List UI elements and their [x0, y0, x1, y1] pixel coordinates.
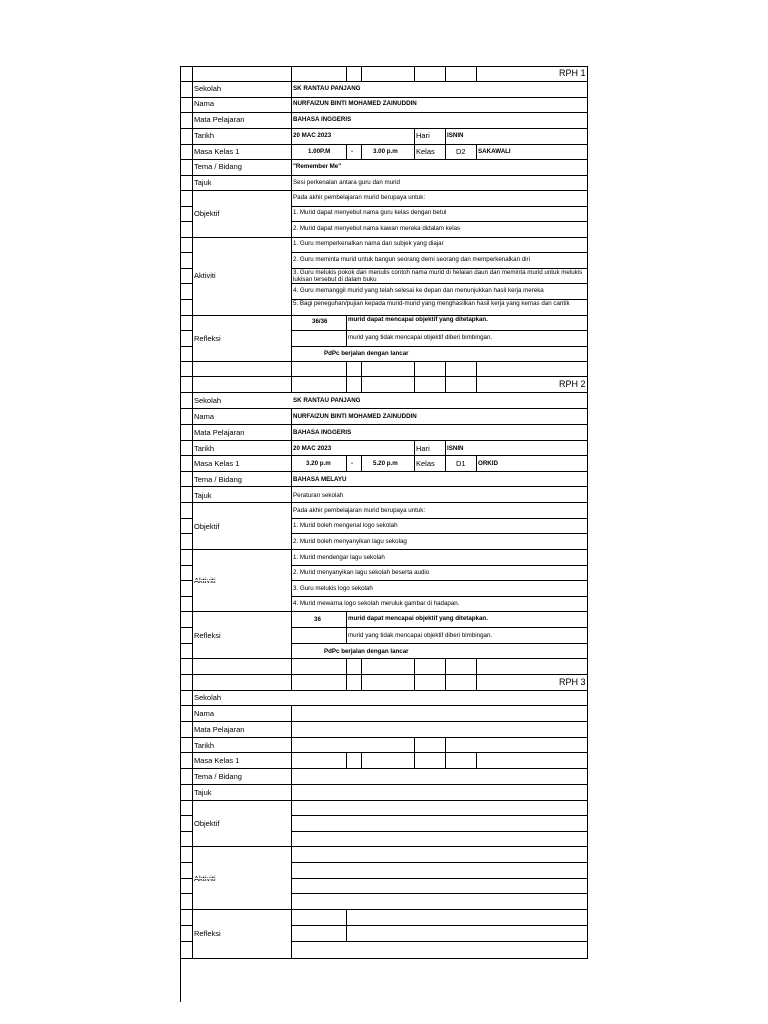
- objektif-item: 1. Murid dapat menyebut nama guru kelas dengan betul: [293, 209, 447, 216]
- grid-line: [180, 376, 588, 377]
- tarikh-value: 20 MAC 2023: [293, 445, 332, 452]
- grid-line: [445, 144, 446, 159]
- tajuk-label: Tajuk: [194, 491, 212, 500]
- masa-end: 5.20 p.m: [373, 460, 398, 467]
- hari-label: Hari: [416, 131, 430, 140]
- refleksi-label: Refleksi: [194, 334, 221, 343]
- grid-gap: [193, 878, 291, 879]
- grid-gap: [193, 346, 291, 347]
- tarikh-label: Tarikh: [194, 741, 215, 750]
- grid-line: [346, 909, 347, 941]
- grid-line: [587, 66, 588, 376]
- grid-gap: [193, 862, 291, 863]
- grid-line: [346, 611, 347, 643]
- tema-value: "Remember Me": [293, 163, 342, 170]
- grid-line: [180, 440, 588, 441]
- grid-gap: [193, 221, 291, 222]
- grid-line: [361, 455, 362, 471]
- tema-label: Tema / Bidang: [194, 772, 242, 781]
- refleksi-label: Refleksi: [194, 929, 221, 938]
- tema-label: Tema / Bidang: [194, 475, 242, 484]
- masa-dash: -: [351, 460, 354, 467]
- sekolah-label: Sekolah: [194, 693, 222, 702]
- grid-gap: [193, 580, 291, 581]
- objektif-intro: Pada akhir pembelajaran murid berupaya untuk:: [293, 507, 426, 514]
- grid-line: [291, 705, 292, 958]
- objektif-item: 1. Murid boleh mengenal logo sekolah: [293, 522, 398, 529]
- masa-kelas-label: Masa Kelas 1: [194, 459, 240, 468]
- grid-line: [180, 800, 588, 801]
- refleksi-count: 36/36: [312, 318, 328, 325]
- grid-line: [180, 909, 588, 910]
- grid-line: [445, 128, 446, 144]
- aktiviti-item: 3. Guru melukis pokok dan menulis contoh nama murid di helaian daun dan meminta murid untuk melukis lukisan tersebut di dalam buku: [293, 269, 583, 284]
- grid-line: [180, 690, 588, 691]
- tajuk-value: Peraturan sekolah: [293, 492, 344, 499]
- tajuk-label: Tajuk: [194, 178, 212, 187]
- grid-line: [445, 66, 446, 81]
- tajuk-label: Tajuk: [194, 788, 212, 797]
- grid-line: [180, 424, 588, 425]
- tema-value: BAHASA MELAYU: [293, 476, 347, 483]
- nama-label: Nama: [194, 709, 215, 718]
- refleksi-achieved: murid dapat mencapai objektif yang ditetapkan.: [348, 615, 488, 622]
- grid-line: [180, 471, 588, 472]
- grid-gap: [193, 299, 291, 300]
- grid-gap: [193, 330, 291, 331]
- hari-value: ISNIN: [447, 132, 464, 139]
- grid-line: [476, 144, 477, 159]
- objektif-item: 2. Murid dapat menyebut nama kawan mereka didalam kelas: [293, 225, 461, 232]
- grid-line: [180, 737, 588, 738]
- grid-line: [180, 455, 588, 456]
- kelas-name: ORKID: [478, 460, 498, 467]
- aktiviti-item: 1. Guru memperkenalkan nama dan subjek yang diajar: [293, 240, 444, 247]
- grid-line: [445, 455, 446, 471]
- grid-line: [476, 66, 477, 81]
- grid-line: [180, 784, 588, 785]
- grid-line: [180, 721, 588, 722]
- grid-line: [180, 190, 588, 191]
- kelas-value: D1: [456, 459, 466, 468]
- grid-line: [180, 392, 181, 1002]
- grid-gap: [193, 941, 291, 942]
- tema-label: Tema / Bidang: [194, 162, 242, 171]
- grid-line: [180, 768, 588, 769]
- mata-pelajaran-label: Mata Pelajaran: [194, 428, 245, 437]
- grid-line: [361, 376, 362, 392]
- nama-value: NURFAIZUN BINTI MOHAMED ZAINUDDIN: [293, 413, 417, 420]
- objektif-item: 2. Murid boleh menyanyikan lagu sekolag: [293, 538, 407, 545]
- grid-gap: [193, 596, 291, 597]
- kelas-value: D2: [456, 147, 466, 156]
- grid-line: [180, 392, 588, 393]
- grid-line: [361, 144, 362, 159]
- refleksi-pdpc: PdPc berjalan dengan lancar: [324, 648, 409, 655]
- aktiviti-label: Aktiviti: [194, 271, 216, 280]
- aktiviti-item: 3. Guru melukis logo sekolah: [293, 585, 373, 592]
- rph-title: RPH 2: [559, 379, 586, 389]
- grid-line: [346, 376, 347, 392]
- grid-gap: [193, 565, 291, 566]
- grid-line: [180, 361, 588, 362]
- grid-line: [414, 128, 415, 144]
- grid-line: [291, 66, 292, 81]
- grid-line: [180, 315, 588, 316]
- grid-line: [180, 958, 588, 959]
- grid-gap: [193, 206, 291, 207]
- sekolah-label: Sekolah: [194, 396, 222, 405]
- grid-line: [445, 674, 446, 690]
- grid-gap: [193, 925, 291, 926]
- grid-line: [180, 549, 588, 550]
- nama-label: Nama: [194, 412, 215, 421]
- grid-line: [476, 752, 477, 768]
- aktiviti-item: 2. Murid menyanyikan lagu sekolah beserta audio: [293, 569, 430, 576]
- grid-line: [192, 392, 193, 958]
- mata-pelajaran-value: BAHASA INGGERIS: [293, 429, 352, 436]
- grid-gap: [193, 815, 291, 816]
- kelas-label: Kelas: [416, 147, 435, 156]
- aktiviti-item: 4. Guru memanggil murid yang telah selesai ke depan dan menunjukkan hasil kerja mereka: [293, 287, 544, 294]
- masa-kelas-label: Masa Kelas 1: [194, 756, 240, 765]
- tarikh-label: Tarikh: [194, 131, 215, 140]
- objektif-intro: Pada akhir pembelajaran murid berupaya untuk:: [293, 194, 426, 201]
- grid-line: [445, 376, 446, 392]
- grid-line: [361, 752, 362, 768]
- sekolah-value: SK RANTAU PANJANG: [293, 397, 361, 404]
- kelas-label: Kelas: [416, 459, 435, 468]
- refleksi-count: 36: [314, 616, 321, 623]
- grid-gap: [193, 893, 291, 894]
- grid-line: [414, 752, 415, 768]
- grid-line: [414, 455, 415, 471]
- grid-line: [414, 674, 415, 690]
- grid-line: [180, 408, 588, 409]
- masa-start: 1.00P.M: [308, 148, 331, 155]
- tarikh-label: Tarikh: [194, 444, 215, 453]
- grid-line: [180, 128, 588, 129]
- grid-line: [346, 752, 347, 768]
- grid-line: [180, 674, 588, 675]
- grid-line: [587, 376, 588, 958]
- grid-line: [346, 315, 347, 346]
- grid-line: [346, 144, 347, 159]
- grid-gap: [193, 252, 291, 253]
- refleksi-not-achieved: murid yang tidak mencapai objektif diberi bimbingan.: [348, 334, 493, 341]
- grid-line: [180, 502, 588, 503]
- objektif-label: Objektif: [194, 522, 220, 531]
- grid-gap: [193, 643, 291, 644]
- aktiviti-item: 2. Guru meminta murid untuk bangun seorang demi seorang dan memperkenalkan diri: [293, 256, 530, 263]
- grid-gap: [193, 518, 291, 519]
- grid-line: [291, 376, 292, 392]
- kelas-name: SAKAWALI: [478, 148, 511, 155]
- grid-gap: [193, 268, 291, 269]
- grid-gap: [193, 627, 291, 628]
- grid-line: [445, 737, 446, 752]
- grid-line: [414, 66, 415, 81]
- aktiviti-item: 4. Murid mewarna logo sekolah meruluk gambar di hadapan.: [293, 600, 460, 607]
- grid-line: [291, 674, 292, 690]
- sekolah-value: SK RANTAU PANJANG: [293, 85, 361, 92]
- masa-dash: -: [351, 148, 354, 155]
- grid-line: [180, 705, 588, 706]
- nama-value: NURFAIZUN BINTI MOHAMED ZAINUDDIN: [293, 100, 417, 107]
- hari-value: ISNIN: [447, 445, 464, 452]
- refleksi-label: Refleksi: [194, 631, 221, 640]
- grid-line: [361, 66, 362, 81]
- grid-line: [192, 66, 193, 392]
- grid-line: [445, 752, 446, 768]
- grid-line: [414, 376, 415, 392]
- aktiviti-item: 1. Murid mendengar lagu sekolah: [293, 554, 385, 561]
- grid-line: [180, 237, 588, 238]
- grid-line: [180, 81, 588, 82]
- grid-line: [346, 66, 347, 81]
- grid-line: [180, 846, 588, 847]
- masa-kelas-label: Masa Kelas 1: [194, 147, 240, 156]
- grid-line: [180, 159, 588, 160]
- grid-line: [180, 66, 588, 67]
- mata-pelajaran-label: Mata Pelajaran: [194, 725, 245, 734]
- grid-gap: [193, 283, 291, 284]
- grid-line: [180, 611, 588, 612]
- grid-line: [180, 144, 588, 145]
- objektif-label: Objektif: [194, 209, 220, 218]
- sekolah-label: Sekolah: [194, 84, 222, 93]
- grid-line: [180, 752, 588, 753]
- refleksi-achieved: murid dapat mencapai objektif yang ditetapkan.: [348, 316, 488, 323]
- grid-line: [291, 408, 292, 658]
- grid-gap: [193, 533, 291, 534]
- objektif-label: Objektif: [194, 819, 220, 828]
- masa-end: 3.00 p.m: [373, 148, 398, 155]
- grid-line: [180, 175, 588, 176]
- rph-title: RPH 3: [559, 677, 586, 687]
- grid-line: [180, 658, 588, 659]
- grid-line: [476, 376, 477, 392]
- grid-line: [180, 97, 588, 98]
- grid-line: [445, 440, 446, 455]
- tarikh-value: 20 MAC 2023: [293, 132, 332, 139]
- grid-line: [476, 674, 477, 690]
- refleksi-not-achieved: murid yang tidak mencapai objektif diberi bimbingan.: [348, 632, 493, 639]
- hari-label: Hari: [416, 444, 430, 453]
- mata-pelajaran-value: BAHASA INGGERIS: [293, 116, 352, 123]
- mata-pelajaran-label: Mata Pelajaran: [194, 115, 245, 124]
- grid-line: [361, 674, 362, 690]
- grid-gap: [193, 831, 291, 832]
- rph-title: RPH 1: [559, 68, 586, 78]
- masa-start: 3.20 p.m: [306, 460, 331, 467]
- grid-line: [346, 455, 347, 471]
- grid-line: [346, 674, 347, 690]
- grid-line: [476, 455, 477, 471]
- grid-line: [414, 440, 415, 455]
- grid-line: [291, 81, 292, 361]
- grid-line: [180, 112, 588, 113]
- aktiviti-item: 5. Bagi peneguhan/pujian kepada murid-murid yang menghasilkan hasil kerja yang kemas dan cantik: [293, 300, 570, 307]
- nama-label: Nama: [194, 99, 215, 108]
- grid-line: [180, 486, 588, 487]
- grid-line: [180, 66, 181, 392]
- tajuk-value: Sesi perkenalan antara guru dan murid: [293, 179, 400, 186]
- grid-line: [414, 737, 415, 752]
- grid-line: [414, 144, 415, 159]
- refleksi-pdpc: PdPc berjalan dengan lancar: [324, 350, 409, 357]
